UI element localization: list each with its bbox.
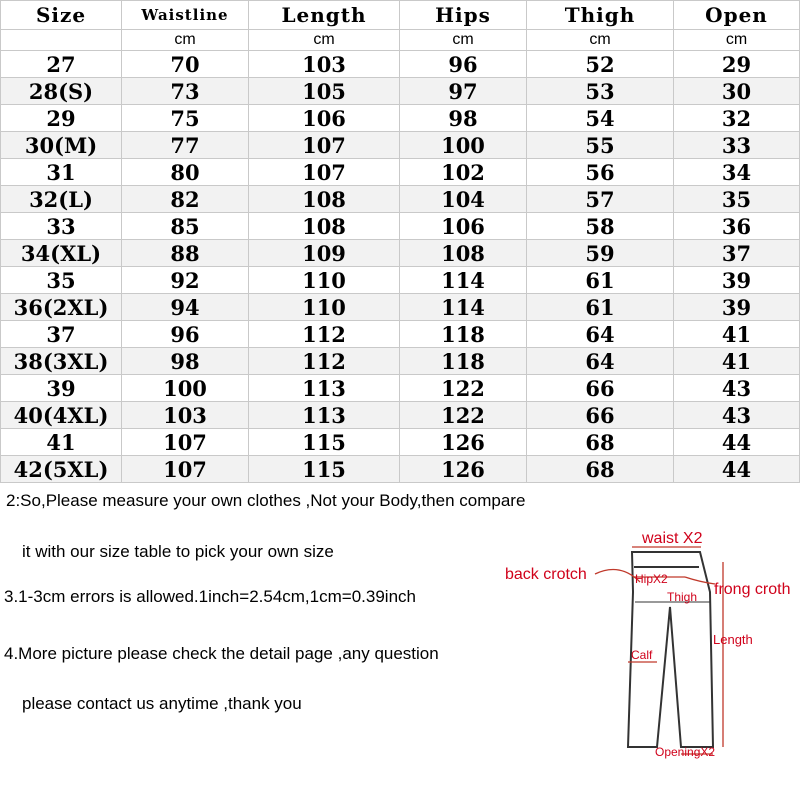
cell-thigh: 59 [527,240,674,267]
cell-open: 36 [674,213,800,240]
cell-waistline: 94 [122,294,249,321]
cell-hips: 118 [400,321,527,348]
cell-open: 34 [674,159,800,186]
label-waist: waist X2 [642,530,703,547]
cell-size: 37 [1,321,122,348]
table-row [1,105,800,132]
cell-waistline: 92 [122,267,249,294]
cell-waistline: 80 [122,159,249,186]
cell-open: 37 [674,240,800,267]
cell-length: 109 [249,240,400,267]
unit-open: cm [674,30,800,51]
cell-length: 103 [249,51,400,78]
cell-thigh: 66 [527,375,674,402]
cell-length: 115 [249,429,400,456]
cell-open: 39 [674,267,800,294]
cell-hips: 104 [400,186,527,213]
cell-thigh: 66 [527,402,674,429]
label-opening: OpeningX2 [655,745,716,759]
note-line-5: please contact us anytime ,thank you [22,694,302,713]
cell-length: 108 [249,213,400,240]
cell-hips: 126 [400,429,527,456]
cell-hips: 97 [400,78,527,105]
cell-hips: 118 [400,348,527,375]
cell-length: 108 [249,186,400,213]
header-thigh: Thigh [527,1,674,30]
label-front-crotch: frong croth [714,581,791,598]
table-row [1,402,800,429]
cell-waistline: 96 [122,321,249,348]
cell-size: 27 [1,51,122,78]
cell-thigh: 58 [527,213,674,240]
cell-waistline: 85 [122,213,249,240]
cell-open: 29 [674,51,800,78]
cell-waistline: 75 [122,105,249,132]
cell-open: 32 [674,105,800,132]
cell-waistline: 107 [122,456,249,483]
cell-hips: 122 [400,402,527,429]
cell-thigh: 64 [527,348,674,375]
cell-length: 113 [249,402,400,429]
table-row [1,51,800,78]
note-line-4: 4.More picture please check the detail page ,any question [4,644,439,663]
cell-hips: 100 [400,132,527,159]
unit-waistline: cm [122,30,249,51]
cell-hips: 114 [400,267,527,294]
note-line-2: it with our size table to pick your own size [22,542,334,561]
cell-waistline: 77 [122,132,249,159]
cell-hips: 106 [400,213,527,240]
cell-size: 31 [1,159,122,186]
label-length: Length [713,632,753,647]
header-length: Length [249,1,400,30]
cell-size: 34(XL) [1,240,122,267]
cell-open: 41 [674,321,800,348]
cell-waistline: 103 [122,402,249,429]
cell-waistline: 70 [122,51,249,78]
pants-measurement-diagram [495,522,800,792]
cell-open: 35 [674,186,800,213]
cell-thigh: 55 [527,132,674,159]
cell-length: 110 [249,267,400,294]
cell-thigh: 53 [527,78,674,105]
note-line-3: 3.1-3cm errors is allowed.1inch=2.54cm,1cm=0.39inch [4,587,416,606]
cell-open: 41 [674,348,800,375]
cell-length: 110 [249,294,400,321]
unit-hips: cm [400,30,527,51]
table-row [1,240,800,267]
cell-length: 105 [249,78,400,105]
cell-waistline: 73 [122,78,249,105]
cell-hips: 102 [400,159,527,186]
label-hip: HipX2 [635,572,668,586]
cell-length: 112 [249,348,400,375]
table-row [1,186,800,213]
cell-open: 33 [674,132,800,159]
table-row [1,159,800,186]
unit-length: cm [249,30,400,51]
cell-size: 30(M) [1,132,122,159]
cell-waistline: 88 [122,240,249,267]
unit-size [1,30,122,51]
header-row [1,1,800,30]
cell-size: 35 [1,267,122,294]
unit-row [1,30,800,51]
cell-size: 33 [1,213,122,240]
cell-size: 39 [1,375,122,402]
cell-length: 106 [249,105,400,132]
note-line-1: 2:So,Please measure your own clothes ,Not your Body,then compare [6,491,526,510]
cell-waistline: 100 [122,375,249,402]
cell-waistline: 98 [122,348,249,375]
cell-size: 32(L) [1,186,122,213]
cell-thigh: 54 [527,105,674,132]
cell-size: 36(2XL) [1,294,122,321]
cell-hips: 96 [400,51,527,78]
cell-thigh: 64 [527,321,674,348]
header-hips: Hips [400,1,527,30]
header-open: Open [674,1,800,30]
cell-open: 43 [674,375,800,402]
table-row [1,267,800,294]
cell-length: 112 [249,321,400,348]
cell-size: 28(S) [1,78,122,105]
unit-thigh: cm [527,30,674,51]
cell-open: 44 [674,456,800,483]
cell-hips: 108 [400,240,527,267]
label-back-crotch: back crotch [505,566,587,583]
table-row [1,456,800,483]
cell-thigh: 57 [527,186,674,213]
label-thigh: Thigh [667,590,698,604]
cell-size: 40(4XL) [1,402,122,429]
cell-thigh: 56 [527,159,674,186]
cell-open: 30 [674,78,800,105]
cell-thigh: 52 [527,51,674,78]
cell-size: 42(5XL) [1,456,122,483]
table-row [1,375,800,402]
cell-waistline: 82 [122,186,249,213]
cell-thigh: 61 [527,267,674,294]
table-row [1,132,800,159]
cell-open: 39 [674,294,800,321]
cell-hips: 98 [400,105,527,132]
cell-length: 115 [249,456,400,483]
label-calf: Calf [631,648,653,662]
cell-size: 29 [1,105,122,132]
cell-length: 107 [249,132,400,159]
cell-thigh: 61 [527,294,674,321]
cell-hips: 122 [400,375,527,402]
table-row [1,321,800,348]
cell-waistline: 107 [122,429,249,456]
table-row [1,348,800,375]
cell-thigh: 68 [527,429,674,456]
cell-size: 38(3XL) [1,348,122,375]
front-crotch-arrow [685,577,715,584]
cell-size: 41 [1,429,122,456]
table-row [1,294,800,321]
cell-length: 113 [249,375,400,402]
table-row [1,429,800,456]
cell-thigh: 68 [527,456,674,483]
cell-hips: 126 [400,456,527,483]
table-row [1,213,800,240]
cell-open: 43 [674,402,800,429]
header-waistline: Waistline [122,1,249,30]
cell-length: 107 [249,159,400,186]
table-row [1,78,800,105]
cell-hips: 114 [400,294,527,321]
table-body [1,51,800,483]
header-size: Size [1,1,122,30]
cell-open: 44 [674,429,800,456]
